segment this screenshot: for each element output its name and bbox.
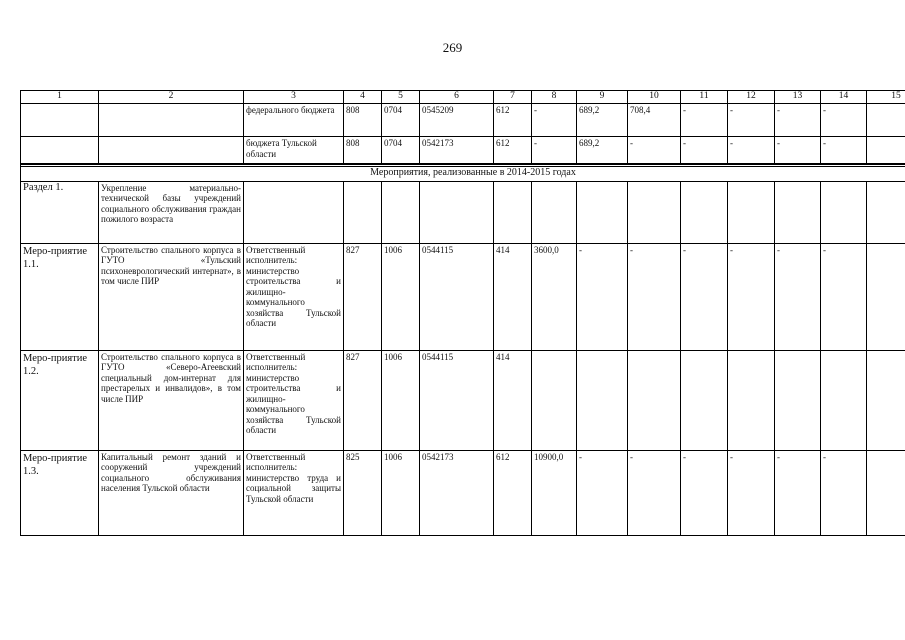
measure-row [21, 243, 905, 350]
table-cell: - [821, 450, 867, 535]
table-cell: 414 [494, 350, 532, 450]
table-cell: - [775, 243, 821, 350]
responsible-executor: Ответственный исполнитель: министерство строительства и жилищно-коммунального хозяйства Тульской области [244, 350, 344, 450]
table-cell: 827 [344, 350, 382, 450]
table-cell [21, 104, 99, 137]
measure-row [21, 450, 905, 535]
table-cell [532, 350, 577, 450]
table-row [21, 137, 905, 164]
table-cell [382, 181, 420, 243]
table-cell [577, 181, 628, 243]
funding-source-cell: бюджета Тульской области [244, 137, 344, 164]
table-cell [344, 181, 382, 243]
table-cell: - [628, 450, 681, 535]
table-cell [867, 137, 905, 164]
funding-source-cell: федерального бюджета [244, 104, 344, 137]
table-cell: - [821, 137, 867, 164]
table-cell: 0542173 [420, 137, 494, 164]
table-cell: - [775, 104, 821, 137]
table-cell: 827 [344, 243, 382, 350]
table-row [21, 104, 905, 137]
table-cell: - [821, 104, 867, 137]
table-cell [99, 137, 244, 164]
table-cell: 689,2 [577, 104, 628, 137]
table-cell: 3600,0 [532, 243, 577, 350]
table-cell [867, 243, 905, 350]
table-cell: 0704 [382, 104, 420, 137]
page-number: 269 [442, 40, 463, 55]
measure-description: Строительство спального корпуса в ГУТО «Северо-Агеевский специальный дом-интернат для престарелых и инвалидов», в том числе ПИР [99, 350, 244, 450]
program-table [20, 90, 905, 536]
table-cell: 0704 [382, 137, 420, 164]
table-cell [821, 181, 867, 243]
table-cell [867, 350, 905, 450]
table-cell: - [628, 243, 681, 350]
table-cell [775, 350, 821, 450]
section-row [21, 166, 905, 181]
header-cell: 14 [821, 91, 867, 104]
table-cell: 1006 [382, 243, 420, 350]
table-cell [867, 104, 905, 137]
table-cell [728, 350, 775, 450]
table-cell [867, 181, 905, 243]
table-cell: 0544115 [420, 350, 494, 450]
table-cell: - [681, 104, 728, 137]
table-cell [681, 181, 728, 243]
table-cell [628, 350, 681, 450]
table-cell: 708,4 [628, 104, 681, 137]
measure-label: Меро-приятие 1.3. [21, 450, 99, 535]
table-cell: - [775, 137, 821, 164]
table-cell: - [728, 104, 775, 137]
table-cell: 612 [494, 104, 532, 137]
responsible-executor: Ответственный исполнитель: министерство труда и социальной защиты Тульской области [244, 450, 344, 535]
table-cell: 10900,0 [532, 450, 577, 535]
razdel-row [21, 181, 905, 243]
table-cell [420, 181, 494, 243]
table-cell [628, 181, 681, 243]
header-cell: 15 [867, 91, 905, 104]
header-cell: 2 [99, 91, 244, 104]
table-cell [494, 181, 532, 243]
table-cell: 1006 [382, 350, 420, 450]
table-cell: - [681, 450, 728, 535]
table-cell: 689,2 [577, 137, 628, 164]
table-cell: 612 [494, 450, 532, 535]
header-cell: 3 [244, 91, 344, 104]
table-cell: - [775, 450, 821, 535]
table-cell: - [681, 137, 728, 164]
table-cell: - [577, 450, 628, 535]
header-cell: 11 [681, 91, 728, 104]
table-cell [821, 350, 867, 450]
table-cell [577, 350, 628, 450]
measure-label: Меро-приятие 1.1. [21, 243, 99, 350]
table-cell [244, 181, 344, 243]
table-cell [99, 104, 244, 137]
header-cell: 9 [577, 91, 628, 104]
measure-label: Меро-приятие 1.2. [21, 350, 99, 450]
razdel-description: Укрепление материально-технической базы учреждений социального обслуживания граждан пожилого возраста [99, 181, 244, 243]
header-cell: 8 [532, 91, 577, 104]
table-cell: 414 [494, 243, 532, 350]
table-cell: 612 [494, 137, 532, 164]
section-title: Мероприятия, реализованные в 2014-2015 годах [21, 166, 905, 181]
table-cell: - [728, 243, 775, 350]
table-cell: 0545209 [420, 104, 494, 137]
header-cell: 4 [344, 91, 382, 104]
table-cell: - [532, 137, 577, 164]
table-cell: 0544115 [420, 243, 494, 350]
table-cell: - [532, 104, 577, 137]
header-cell: 6 [420, 91, 494, 104]
table-cell [532, 181, 577, 243]
table-cell [728, 181, 775, 243]
table-cell [21, 137, 99, 164]
table-cell: - [681, 243, 728, 350]
header-cell: 10 [628, 91, 681, 104]
table-cell [775, 181, 821, 243]
header-cell: 1 [21, 91, 99, 104]
table-cell: - [577, 243, 628, 350]
table-cell: 808 [344, 104, 382, 137]
table-cell: 808 [344, 137, 382, 164]
table-cell: 1006 [382, 450, 420, 535]
table-cell: - [628, 137, 681, 164]
header-cell: 5 [382, 91, 420, 104]
table-cell [681, 350, 728, 450]
header-cell: 7 [494, 91, 532, 104]
measure-row [21, 350, 905, 450]
table-cell: - [821, 243, 867, 350]
header-cell: 13 [775, 91, 821, 104]
responsible-executor: Ответственный исполнитель: министерство строительства и жилищно-коммунального хозяйства Тульской области [244, 243, 344, 350]
table-cell: - [728, 450, 775, 535]
table-cell [867, 450, 905, 535]
measure-description: Капитальный ремонт зданий и сооружений учреждений социального обслуживания населения Тульской области [99, 450, 244, 535]
table-cell: - [728, 137, 775, 164]
table-cell: 825 [344, 450, 382, 535]
measure-description: Строительство спального корпуса в ГУТО «Тульский психоневрологический интернат», в том числе ПИР [99, 243, 244, 350]
header-cell: 12 [728, 91, 775, 104]
razdel-label: Раздел 1. [21, 181, 99, 243]
table-cell: 0542173 [420, 450, 494, 535]
column-number-header [21, 91, 905, 104]
